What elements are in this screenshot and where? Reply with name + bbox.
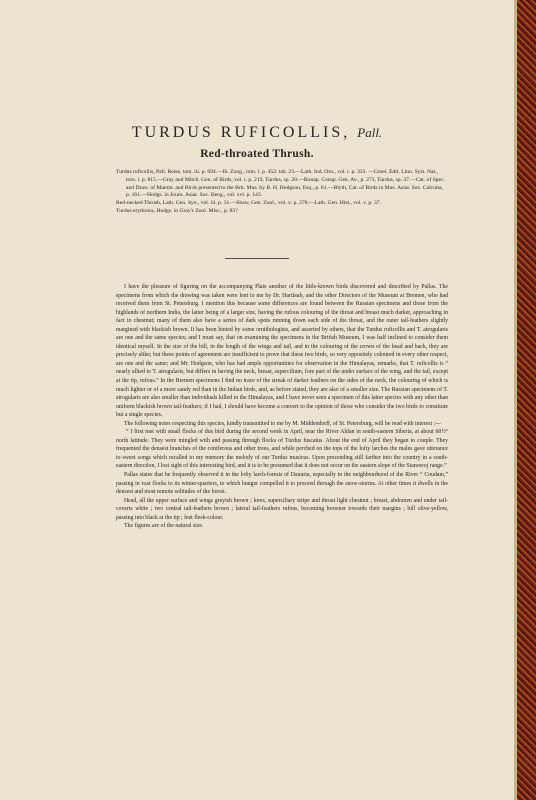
- species-name: TURDUS RUFICOLLIS,: [131, 124, 351, 141]
- synonymy-entry: Turdus ruficollis, Pall. Reise, tom. iii. p. 694.—Ib. Zoog., tom. i. p. 452. tab. 23.—Lath. Ind. Orn., vol. i. p. 333. —Gmel. Edit. Linn. Syst. Nat., tom. i. p. 815.—Gray and Mitch. Gen. of Birds, vol. i. p. 219, Turdus, sp. 20.—Bonap. Consp. Gen. Av., p. 273, Turdus, sp. 37.—Cat. of Spec. and Draw. of Mamm. and Birds presented to the Brit. Mus. by B. H. Hodgson, Esq., p. 81.—Blyth, Cat. of Birds in Mus. Asiat. Soc. Calcutta, p. 161.—Hodgs. in Journ. Asiat. Soc. Beng., vol. xvi. p. 143.: [116, 169, 445, 199]
- species-title: [0, 124, 514, 142]
- body-text: [116, 283, 448, 531]
- synonymy-entry: Turdus erythrura, Hodgs. in Gray's Zool. Misc., p. 83?: [116, 207, 238, 214]
- divider-rule: [225, 258, 289, 259]
- description-paragraph: Head, all the upper surface and wings greyish brown ; lores, superciliary stripe and throat light chestnut ; breast, abdomen and under tail-coverts white ; two central tail-feathers brown ; lateral tail-feathers rufous, becoming browner towards their margins ; bill olive-yellow, passing into black at the tip ; feet flesh-colour.: [116, 497, 448, 521]
- paragraph: The figures are of the natural size.: [124, 523, 204, 530]
- paragraph: I have the pleasure of figuring on the accompanying Plate another of the little-known birds discovered and described by Pallas. The specimens from which the drawing was taken were lent to me by Dr. Hartlaub, and the other Directors of the Museum at Bremen, who had received them from St. Petersburg. I mention this because some differences are found between the Russian specimens and those from the highlands of northern India, the latter being of a larger size, having the rufous colouring of the throat and breast much darker, approaching in fact to chestnut; many of them also have a series of dark spots running down each side of the throat, and the outer tail-feathers slightly margined with blackish brown. It has been hinted by some ornithologists, and asserted by others, that the Turdus ruficollis and T. atrogularis are one and the same species; and I must say, that on examining the specimens in the British Museum, I was half inclined to consider them identical myself. In the size of the bill, in the length of the wings and tail, and in the colouring of the crown of the head and back, they are precisely alike; but these points of agreement are insufficient to prove that these two birds, so very oppositely coloured in every other respect, are one and the same; and Mr. Hodgson, who has had ample opportunities for observation in the Himalayas, remarks, that T. ruficollis is “ nearly allied to T. atrogularis, but differs in having the neck, breast, supercilium, fore part of the under surface of the wing, and the tail, except at the tip, rufous.” In the Bremen specimens I find no trace of the streak of darker feathers on the sides of the neck, the colouring of which is much lighter or of a more sandy red than in the Indian birds, and, as before stated, they are also of a smaller size. The Russian specimens of T. atrogularis are also smaller than individuals killed in the Himalayas, and I have never seen a specimen of this latter species with any other than uniform blackish brown tail-feathers; if I had, I should have become a convert to the opinion of those who consider the two birds to constitute but a single species.: [116, 284, 448, 419]
- paragraph: The following notes respecting this species, kindly transmitted to me by M. Middendorff, of St. Petersburg, will be read with interest :—: [124, 420, 441, 427]
- synonymy-entry: Red-necked Thrush, Lath. Gen. Syn., vol. iii. p. 31.—Shaw, Gen. Zool., vol. x. p. 278.—Lath. Gen. Hist., vol. v. p. 37.: [116, 200, 382, 207]
- quoted-paragraph: “ I first met with small flocks of this bird during the second week in April, near the River Aldan in south-eastern Siberia, at about 60½° north latitude. They were mingled with and passing through flocks of Turdus fuscatus. About the end of April they began to couple. They frequented the densest branches of the coniferous and other trees, and while perched on the tops of the lofty larches the males gave utterance to sweet songs which recalled to my memory the melody of our Turdus musicus. Upon proceeding still farther into the country in a south-eastern direction, I lost sight of this interesting bird, and it is to be presumed that it does not occur on the eastern slope of the Stanowoj range.”: [116, 429, 448, 470]
- common-name: Red-throated Thrush.: [200, 148, 314, 160]
- paragraph: Pallas states that he frequently observed it in the lofty larch-forests of Dauuria, especially in the neighbourhood of the River “ Coudam,” passing in vast flocks to its winter-quarters, to which hunger compelled it to proceed through the snow-storms. At other times it dwells in the densest and most remote solitudes of the forest.: [116, 472, 448, 496]
- species-author: Pall.: [357, 125, 383, 140]
- synonymy-block: [116, 169, 446, 216]
- book-binding-edge: [514, 0, 536, 800]
